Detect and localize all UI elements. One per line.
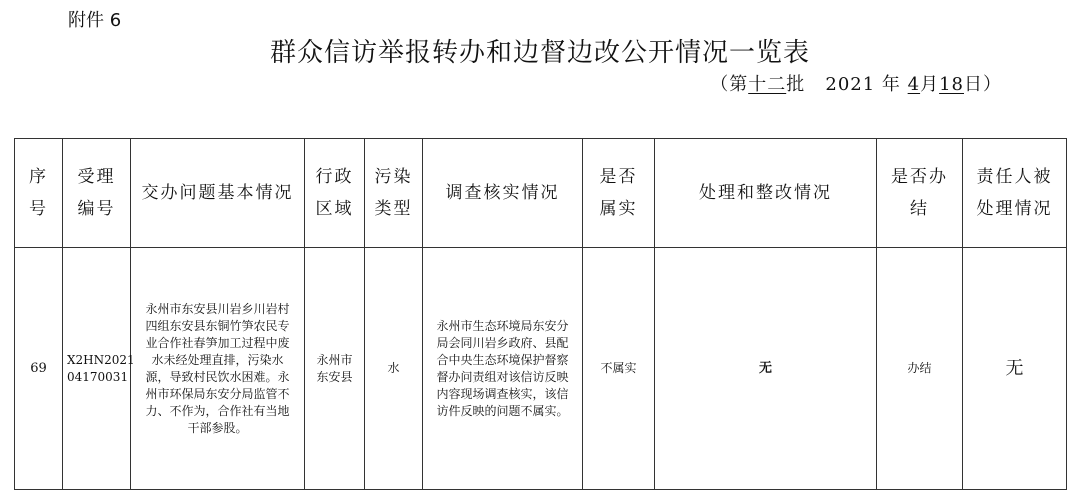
cell-handling: 无	[655, 248, 877, 490]
table-header-row	[15, 139, 1067, 248]
batch-number: 十二	[748, 74, 787, 95]
header-completed: 是否办 结	[877, 139, 963, 248]
attachment-label: 附件 6	[68, 10, 122, 31]
header-problem: 交办问题基本情况	[131, 139, 305, 248]
batch-day-suffix: 日）	[964, 74, 1002, 95]
header-handling: 处理和整改情况	[655, 139, 877, 248]
cell-index: 69	[15, 248, 63, 490]
cell-case-id: X2HN2021 04170031	[63, 248, 131, 490]
header-case-id: 受理 编号	[63, 139, 131, 248]
header-region: 行政 区域	[305, 139, 365, 248]
cell-pollution-type: 水	[365, 248, 423, 490]
cell-region: 永州市 东安县	[305, 248, 365, 490]
batch-month-suffix: 月	[920, 74, 940, 95]
cell-investigation: 永州市生态环境局东安分局会同川岩乡政府、县配合中央生态环境保护督察督办问责组对该信访反映内容现场调查核实，该信访件反映的问题不属实。	[423, 248, 583, 490]
header-pollution-type: 污染 类型	[365, 139, 423, 248]
header-responsible: 责任人被 处理情况	[963, 139, 1067, 248]
page-title: 群众信访举报转办和边督边改公开情况一览表	[269, 38, 810, 68]
batch-year: 批 2021 年	[786, 74, 901, 95]
header-index: 序 号	[15, 139, 63, 248]
table-row	[15, 248, 1067, 490]
header-is-true: 是否 属实	[583, 139, 655, 248]
batch-open: （第	[710, 74, 749, 95]
cell-problem: 永州市东安县川岩乡川岩村四组东安县东铜竹笋农民专业合作社春笋加工过程中废水未经处理直排，污染水源，导致村民饮水困难。永州市环保局东安分局监管不力、不作为，合作社有当地干部参股。	[131, 248, 305, 490]
batch-month: 4	[907, 74, 921, 95]
header-investigation: 调查核实情况	[423, 139, 583, 248]
petition-table	[14, 138, 1067, 490]
batch-day: 18	[939, 74, 964, 95]
cell-responsible: 无	[963, 248, 1067, 490]
cell-is-true: 不属实	[583, 248, 655, 490]
cell-completed: 办结	[877, 248, 963, 490]
batch-date-line	[710, 70, 1002, 96]
